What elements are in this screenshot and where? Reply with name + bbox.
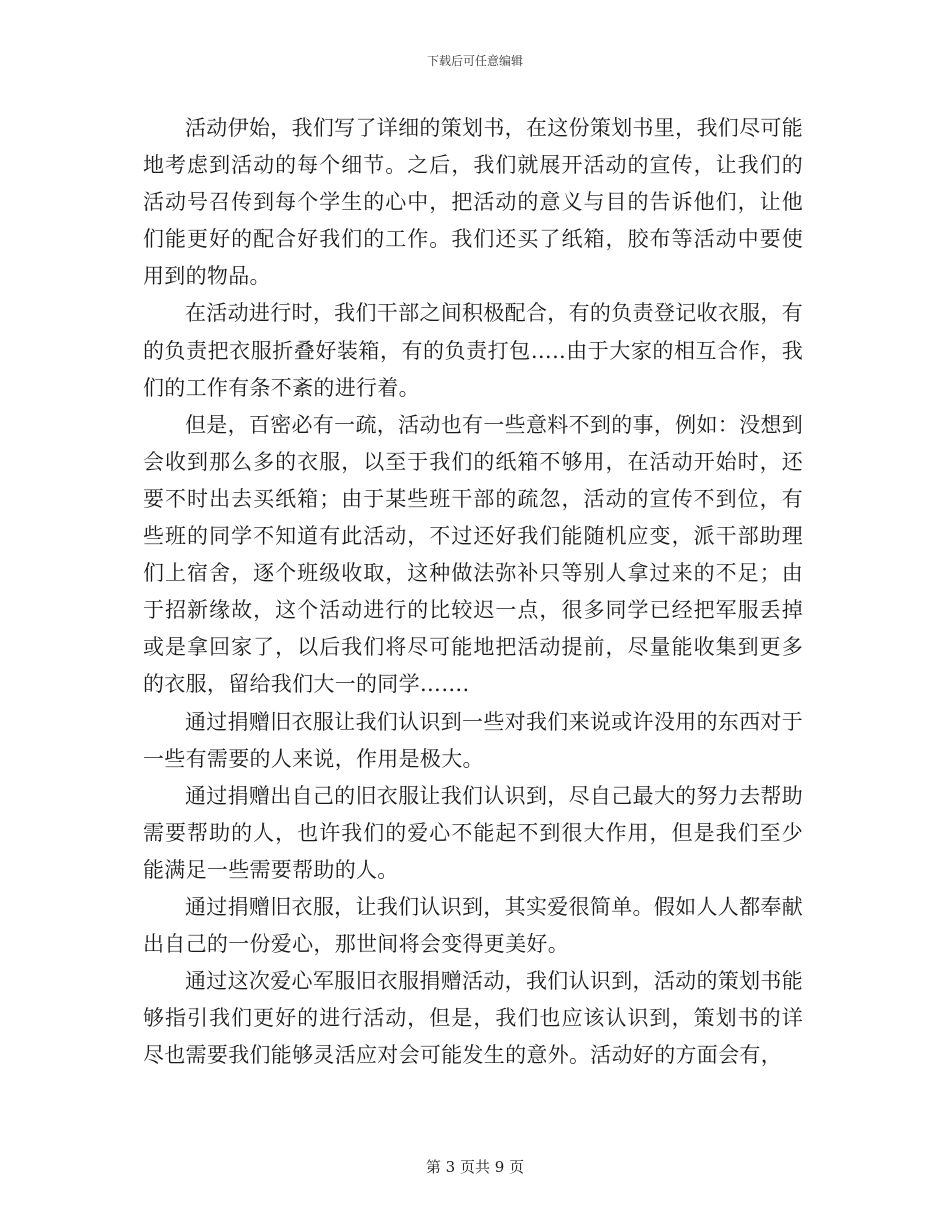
- paragraph: 活动伊始，我们写了详细的策划书，在这份策划书里，我们尽可能地考虑到活动的每个细节。之后，我们就展开活动的宣传，让我们的活动号召传到每个学生的心中，把活动的意义与目的告诉他们，让他们能更好的配合好我们的工作。我们还买了纸箱，胶布等活动中要使用到的物品。: [143, 116, 803, 289]
- paragraph: 通过捐赠旧衣服，让我们认识到，其实爱很简单。假如人人都奉献出自己的一份爱心，那世间将会变得更美好。: [143, 894, 803, 957]
- paragraph: 但是，百密必有一疏，活动也有一些意料不到的事，例如：没想到会收到那么多的衣服，以至于我们的纸箱不够用，在活动开始时，还要不时出去买纸箱；由于某些班干部的疏忽，活动的宣传不到位，有些班的同学不知道有此活动，不过还好我们能随机应变，派干部助理们上宿舍，逐个班级收取，这种做法弥补只等别人拿过来的不足；由于招新缘故，这个活动进行的比较迟一点，很多同学已经把军服丢掉或是拿回家了，以后我们将尽可能地把活动提前，尽量能收集到更多的衣服，留给我们大一的同学…….: [143, 412, 803, 697]
- document-body: [143, 110, 803, 1074]
- paragraph: 在活动进行时，我们干部之间积极配合，有的负责登记收衣服，有的负责把衣服折叠好装箱，有的负责打包…..由于大家的相互合作，我们的工作有条不紊的进行着。: [143, 301, 803, 400]
- page-number: 第 3 页共 9 页: [425, 1158, 525, 1176]
- paragraph: 通过这次爱心军服旧衣服捐赠活动，我们认识到，活动的策划书能够指引我们更好的进行活动，但是，我们也应该认识到，策划书的详尽也需要我们能够灵活应对会可能发生的意外。活动好的方面会有，: [143, 969, 803, 1068]
- paragraph: 通过捐赠旧衣服让我们认识到一些对我们来说或许没用的东西对于一些有需要的人来说，作用是极大。: [143, 709, 803, 771]
- paragraph: 通过捐赠出自己的旧衣服让我们认识到，尽自己最大的努力去帮助需要帮助的人，也许我们的爱心不能起不到很大作用，但是我们至少能满足一些需要帮助的人。: [143, 783, 803, 882]
- page-header: 下载后可任意编辑: [426, 54, 523, 68]
